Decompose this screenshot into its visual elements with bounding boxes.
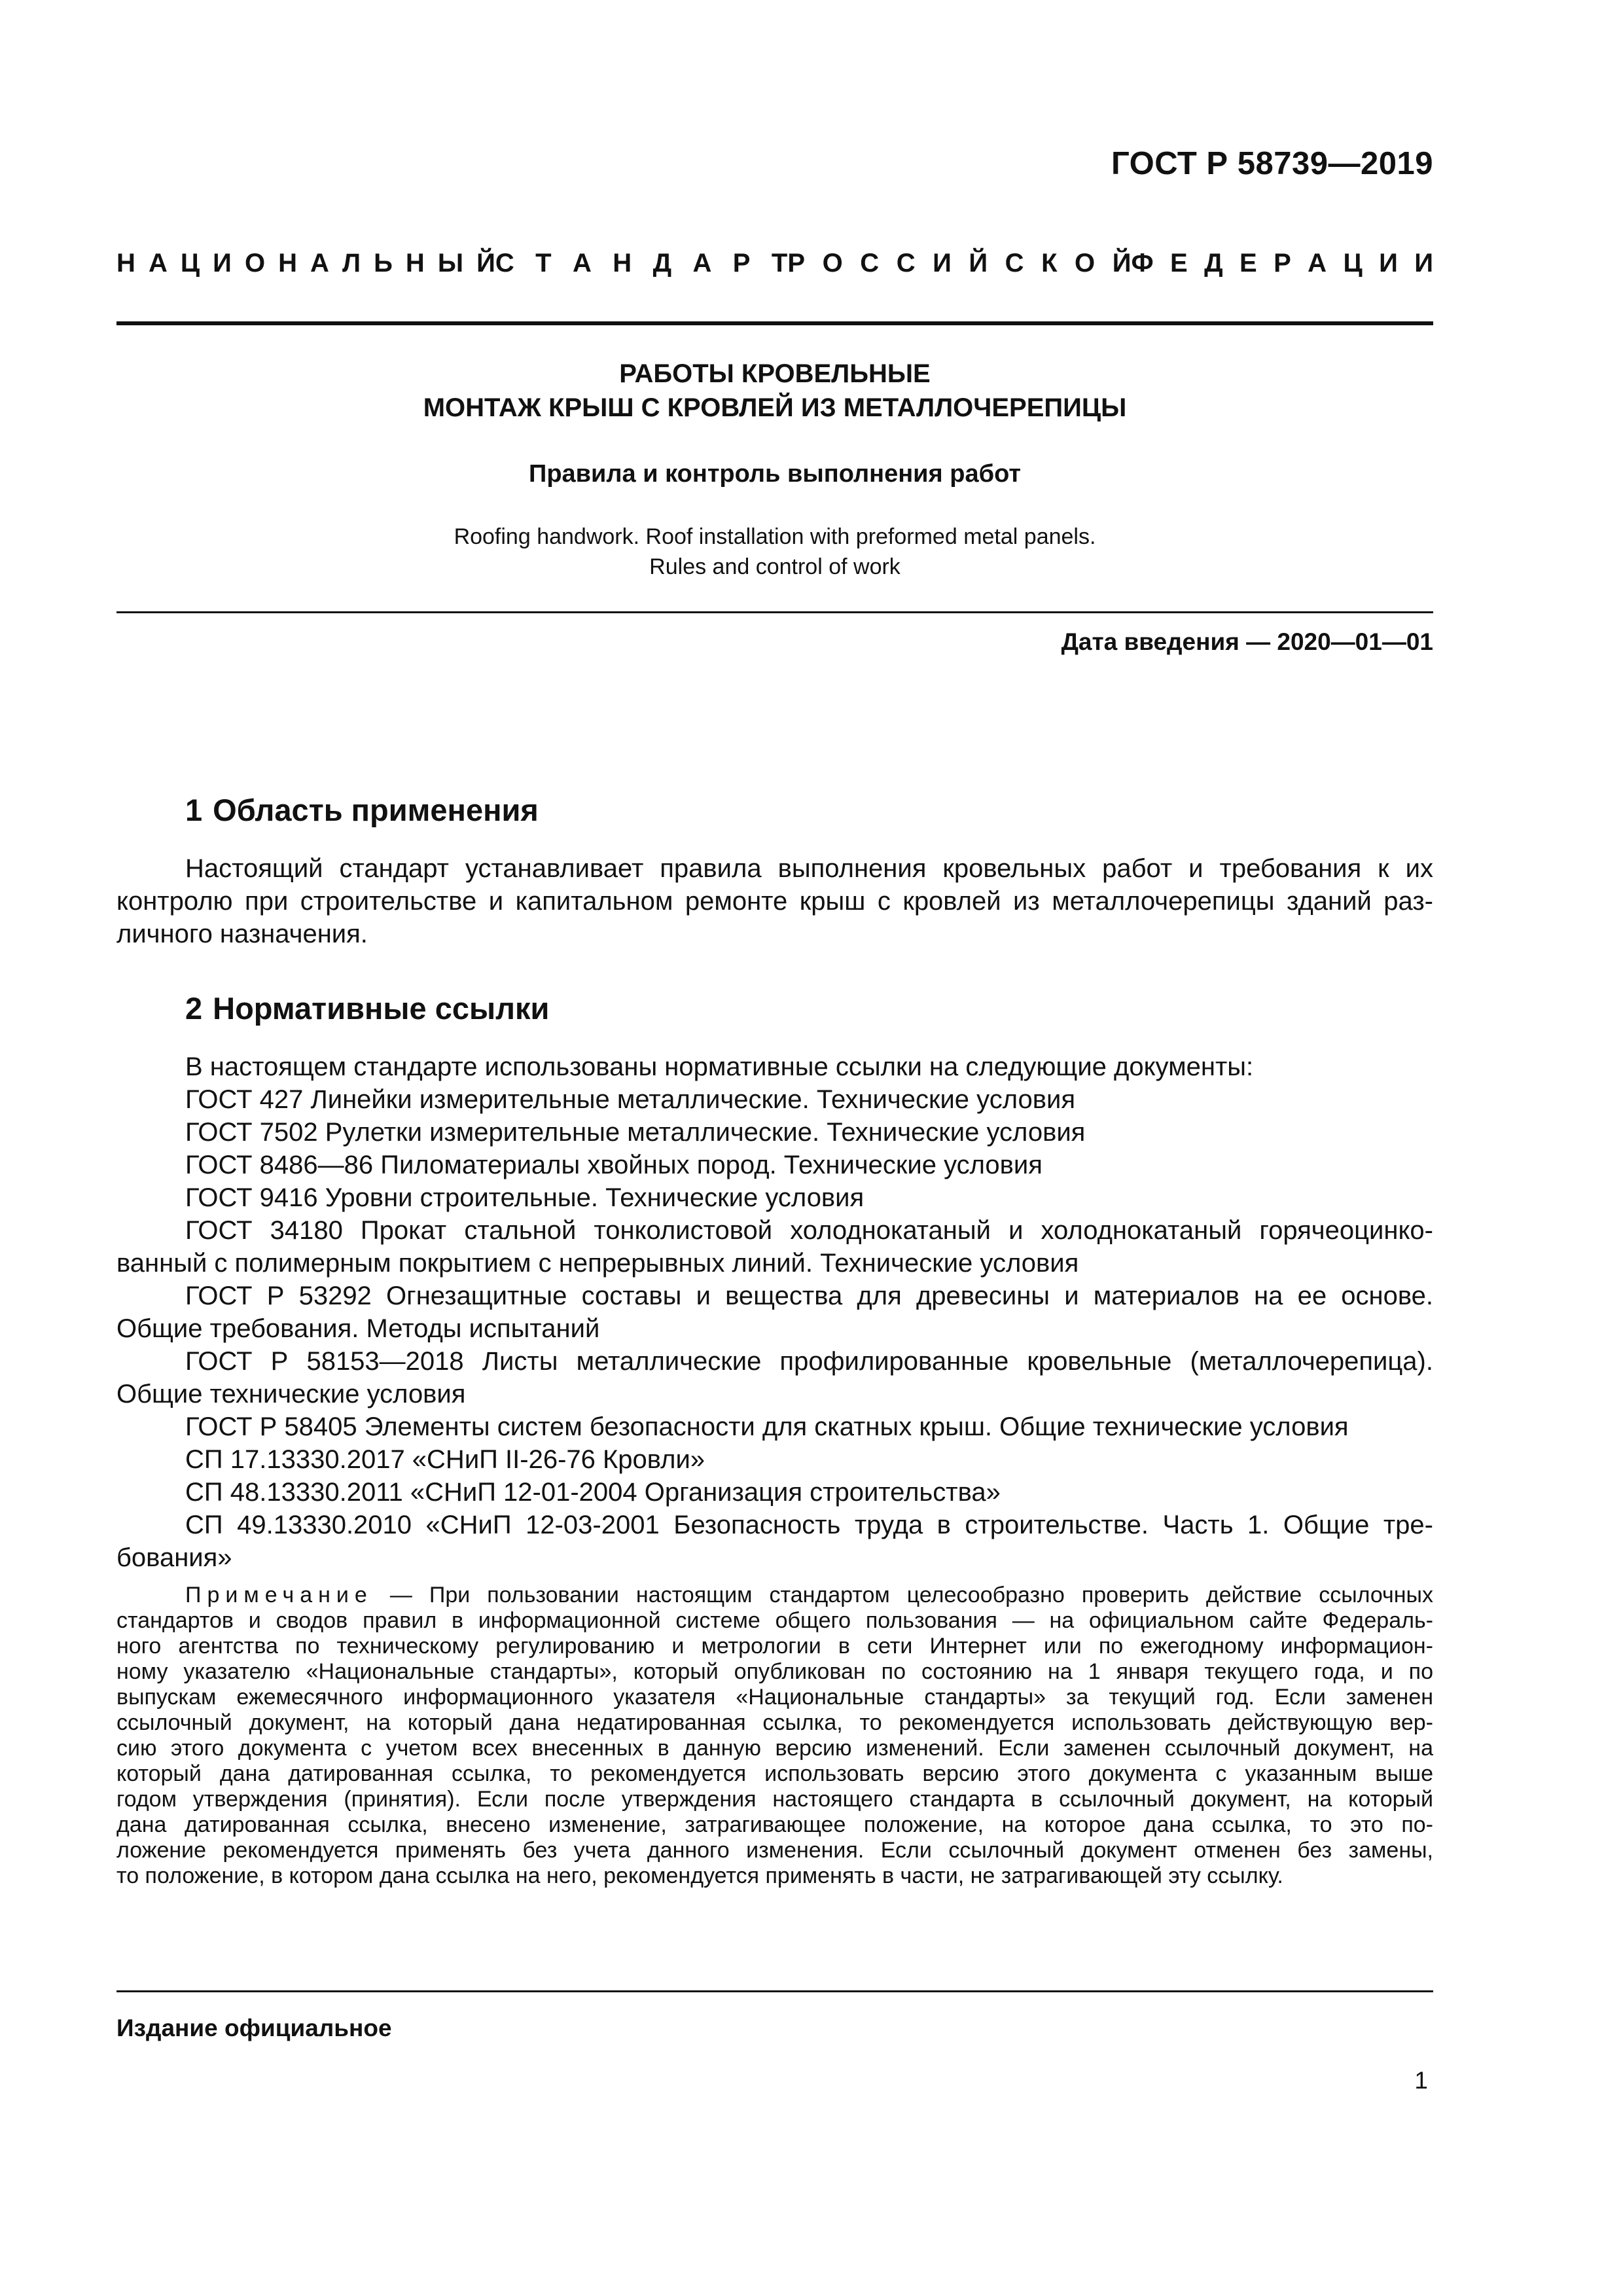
gost-number: ГОСТ Р 58739—2019 — [1111, 146, 1433, 181]
heading-letter: Ф — [1131, 249, 1154, 278]
section-1-body — [116, 852, 1433, 950]
heading-letter: А — [692, 249, 712, 278]
heading-letter: Р — [787, 249, 806, 278]
standard-word-3 — [787, 249, 1131, 278]
heading-letter: А — [572, 249, 592, 278]
heading-letter: Й — [476, 249, 495, 278]
reference-line: СП 17.13330.2017 «СНиП II-26-76 Кровли» — [185, 1445, 705, 1474]
reference-line: Общие требования. Методы испытаний — [116, 1314, 600, 1343]
note-line: стандартов и сводов правил в информационной системе общего пользования — на официальном сайте Федераль- — [116, 1608, 1433, 1633]
introduction-date: Дата введения — 2020—01—01 — [1061, 628, 1433, 655]
heading-letter: Ы — [437, 249, 464, 278]
heading-letter: Н — [405, 249, 425, 278]
english-title — [116, 522, 1433, 582]
footer-divider — [116, 1990, 1433, 1992]
reference-line: ванный с полимерным покрытием с непрерывных линий. Технические условия — [116, 1249, 1079, 1278]
english-title-line-1: Roofing handwork. Roof installation with preformed metal panels. — [454, 524, 1096, 549]
heading-letter: О — [1075, 249, 1096, 278]
document-title — [116, 357, 1433, 425]
national-standard-heading — [116, 249, 1433, 278]
title-line-2: МОНТАЖ КРЫШ С КРОВЛЕЙ ИЗ МЕТАЛЛОЧЕРЕПИЦЫ — [423, 393, 1127, 422]
note-line — [116, 1583, 1433, 1608]
section-1-line: Настоящий стандарт устанавливает правила выполнения кровельных работ и требования к их — [185, 854, 1433, 883]
title-line-1: РАБОТЫ КРОВЕЛЬНЫЕ — [619, 359, 931, 388]
heading-letter: Ц — [1343, 249, 1363, 278]
heading-letter: И — [213, 249, 232, 278]
reference-line: СП 48.13330.2011 «СНиП 12-01-2004 Организация строительства» — [185, 1478, 1001, 1507]
heading-letter: Н — [116, 249, 135, 278]
section-2-number: 2 — [185, 991, 203, 1026]
reference-line: Общие технические условия — [116, 1380, 466, 1408]
heading-letter: И — [933, 249, 952, 278]
section-2-heading — [185, 990, 549, 1026]
note-line: ному указателю «Национальные стандарты», который опубликован по состоянию на 1 января текущего года, и по — [116, 1659, 1433, 1684]
heading-letter: Д — [1204, 249, 1223, 278]
heading-letter: С — [896, 249, 916, 278]
heading-letter: А — [148, 249, 168, 278]
heading-letter: Л — [342, 249, 361, 278]
heading-letter: Е — [1240, 249, 1257, 278]
reference-line: бования» — [116, 1543, 232, 1572]
header-divider — [116, 321, 1433, 325]
standard-word-2 — [495, 249, 788, 278]
heading-letter: О — [244, 249, 266, 278]
standard-word-1 — [116, 249, 495, 278]
standard-word-4 — [1132, 249, 1433, 278]
note-line: ложение рекомендуется применять без учета данного изменения. Если ссылочный документ отменен без замены, — [116, 1838, 1433, 1863]
note-line: то положение, в котором дана ссылка на него, рекомендуется применять в части, не затрагивающей эту ссылку. — [116, 1863, 1283, 1888]
heading-letter: А — [1308, 249, 1327, 278]
note-first-text: — При пользовании настоящим стандартом целесообразно проверить действие ссылочных — [372, 1583, 1433, 1607]
reference-line: ГОСТ 34180 Прокат стальной тонколистовой холоднокатаный и холоднокатаный горячеоцинко- — [185, 1216, 1433, 1245]
heading-letter: Н — [278, 249, 297, 278]
title-divider — [116, 611, 1433, 613]
heading-letter: С — [860, 249, 880, 278]
section-2-title: Нормативные ссылки — [213, 991, 550, 1026]
heading-letter: Р — [1274, 249, 1291, 278]
reference-line: ГОСТ 8486—86 Пиломатериалы хвойных пород. Технические условия — [185, 1151, 1043, 1179]
reference-line: ГОСТ 7502 Рулетки измерительные металлические. Технические условия — [185, 1118, 1086, 1147]
heading-letter: А — [310, 249, 329, 278]
heading-letter: Т — [535, 249, 552, 278]
section-1-title: Область применения — [213, 793, 539, 827]
note-line: выпускам ежемесячного информационного указателя «Национальные стандарты» за текущий год. Если заменен — [116, 1685, 1433, 1710]
note-block — [116, 1583, 1433, 1889]
heading-letter: Е — [1170, 249, 1188, 278]
note-line: ного агентства по техническому регулированию и метрологии в сети Интернет или по ежегодному информацион- — [116, 1634, 1433, 1659]
heading-letter: С — [1005, 249, 1024, 278]
reference-line: СП 49.13330.2010 «СНиП 12-03-2001 Безопасность труда в строительстве. Часть 1. Общие тре- — [185, 1511, 1433, 1539]
note-line: годом утверждения (принятия). Если после утверждения настоящего стандарта в ссылочный документ, на который — [116, 1787, 1433, 1812]
heading-letter: О — [822, 249, 843, 278]
section-1-line: личного назначения. — [116, 920, 368, 948]
heading-letter: Н — [613, 249, 632, 278]
reference-line: ГОСТ Р 58405 Элементы систем безопасности для скатных крыш. Общие технические условия — [185, 1412, 1349, 1441]
reference-line: В настоящем стандарте использованы нормативные ссылки на следующие документы: — [185, 1052, 1254, 1081]
page-number: 1 — [1414, 2067, 1428, 2094]
heading-letter: Й — [1112, 249, 1132, 278]
heading-letter: Р — [732, 249, 751, 278]
english-title-line-2: Rules and control of work — [649, 554, 901, 579]
heading-letter: И — [1414, 249, 1433, 278]
note-label: Примечание — [185, 1583, 373, 1607]
reference-line: ГОСТ 9416 Уровни строительные. Технические условия — [185, 1183, 865, 1212]
reference-line: ГОСТ Р 58153—2018 Листы металлические профилированные кровельные (металлочерепица). — [185, 1347, 1433, 1376]
note-line: ссылочный документ, на который дана недатированная ссылка, то рекомендуется использовать действующую вер- — [116, 1710, 1433, 1735]
section-1-line: контролю при строительстве и капитальном ремонте крыш с кровлей из металлочерепицы зданий раз- — [116, 887, 1433, 916]
note-line: который дана датированная ссылка, то рекомендуется использовать версию этого документа с указанным выше — [116, 1761, 1433, 1786]
reference-line: ГОСТ Р 53292 Огнезащитные составы и вещества для древесины и материалов на ее основе. — [185, 1282, 1433, 1310]
section-1-number: 1 — [185, 793, 203, 827]
heading-letter: И — [1379, 249, 1398, 278]
document-subtitle: Правила и контроль выполнения работ — [529, 460, 1021, 488]
reference-line: ГОСТ 427 Линейки измерительные металлические. Технические условия — [185, 1085, 1075, 1114]
official-edition-label: Издание официальное — [116, 2015, 392, 2041]
heading-letter: Ц — [180, 249, 200, 278]
section-2-body — [116, 1050, 1433, 1574]
heading-letter: Й — [969, 249, 988, 278]
heading-letter: Т — [771, 249, 788, 278]
note-line: дана датированная ссылка, внесено изменение, затрагивающее положение, на которое дана ссылка, то это по- — [116, 1812, 1433, 1837]
heading-letter: К — [1041, 249, 1058, 278]
heading-letter: Д — [652, 249, 672, 278]
heading-letter: Ь — [374, 249, 393, 278]
section-1-heading — [185, 792, 539, 828]
note-line: сию этого документа с учетом всех внесенных в данную версию изменений. Если заменен ссылочный документ, на — [116, 1736, 1433, 1761]
heading-letter: С — [495, 249, 514, 278]
